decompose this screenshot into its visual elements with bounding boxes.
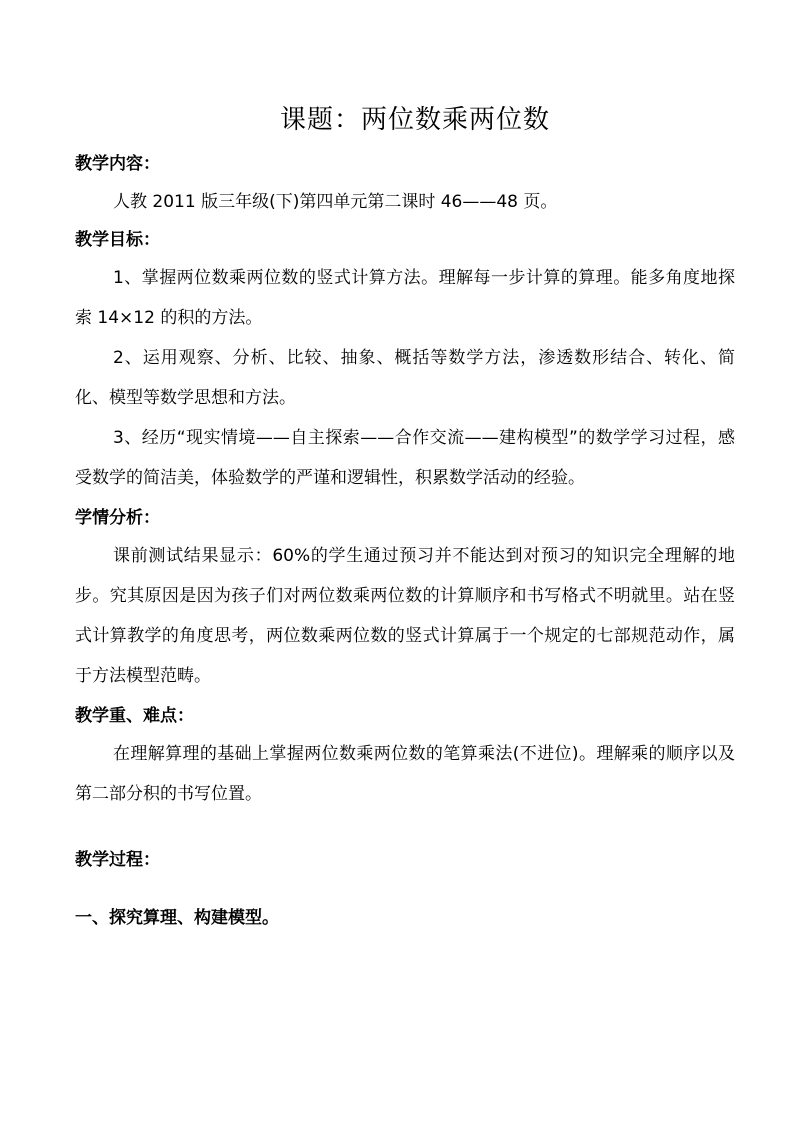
paragraph-key-difficult-points: 在理解算理的基础上掌握两位数乘两位数的笔算乘法(不进位)。理解乘的顺序以及第二部分积的书写位置。 [75, 744, 735, 804]
objective-item-2: 2、运用观察、分析、比较、抽象、概括等数学方法，渗透数形结合、转化、简化、模型等数学思想和方法。 [75, 348, 735, 408]
objective-item-3: 3、经历“现实情境——自主探索——合作交流——建构模型”的数学学习过程，感受数学的简洁美，体验数学的严谨和逻辑性，积累数学活动的经验。 [75, 428, 735, 488]
heading-step-1: 一、探究算理、构建模型。 [75, 908, 279, 928]
paragraph-learning-analysis: 课前测试结果显示：60%的学生通过预习并不能达到对预习的知识完全理解的地步。究其原因是因为孩子们对两位数乘两位数的计算顺序和书写格式不明就里。站在竖式计算教学的角度思考，两位数乘两位数的竖式计算属于一个规定的七部规范动作，属于方法模型范畴。 [75, 546, 735, 686]
heading-teaching-process: 教学过程： [75, 850, 160, 870]
document-page [75, 100, 735, 930]
document-title: 课题：两位数乘两位数 [279, 105, 550, 135]
objective-item-1: 1、掌握两位数乘两位数的竖式计算方法。理解每一步计算的算理。能多角度地探索 14×12 的积的方法。 [75, 268, 735, 328]
heading-key-difficult-points: 教学重、难点： [75, 706, 194, 726]
heading-learning-analysis: 学情分析： [75, 508, 160, 528]
heading-teaching-content: 教学内容： [75, 154, 160, 174]
paragraph-teaching-content: 人教 2011 版三年级(下)第四单元第二课时 46——48 页。 [113, 192, 558, 212]
heading-teaching-objectives: 教学目标： [75, 230, 160, 250]
